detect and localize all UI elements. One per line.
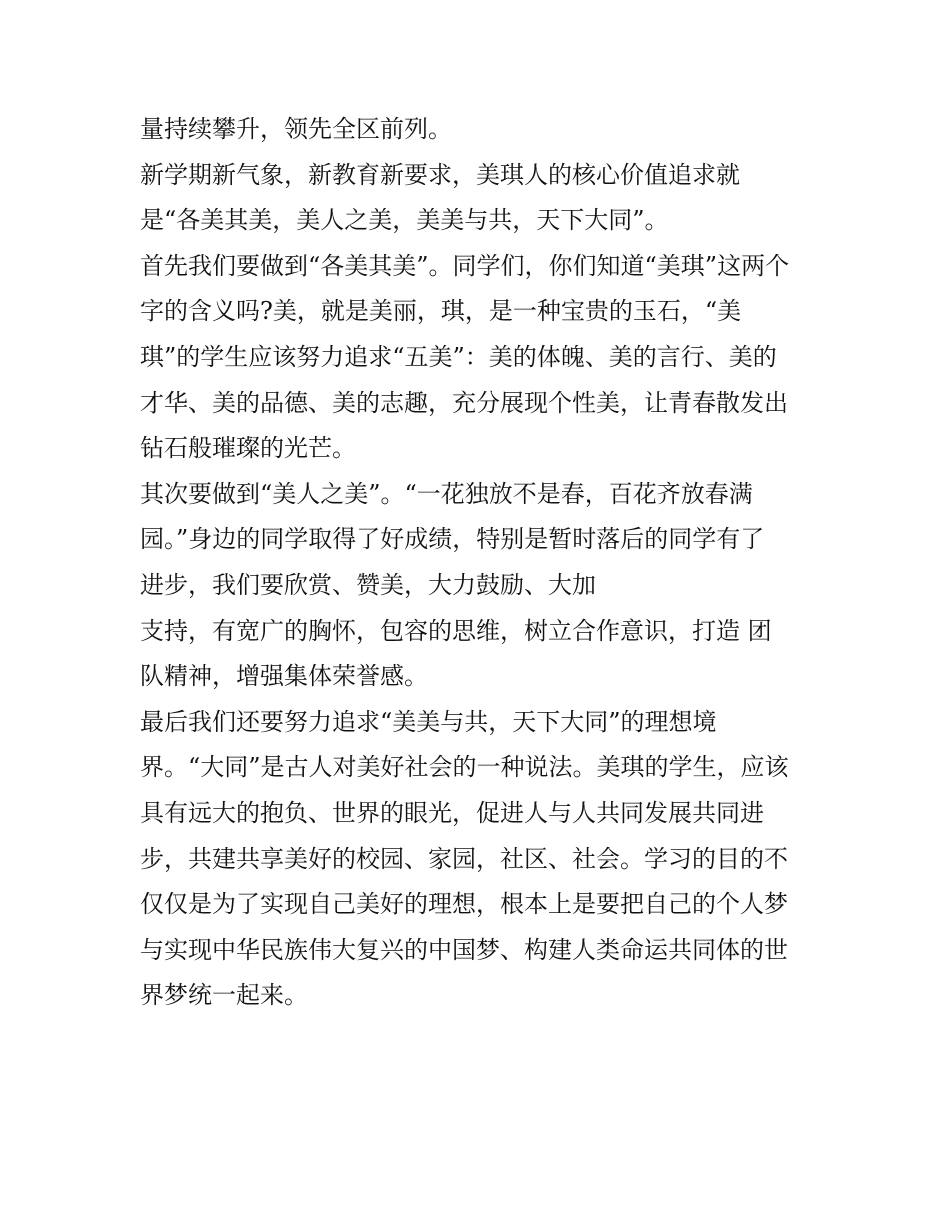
text-line: 钻石般璀璨的光芒。 [140, 434, 356, 463]
text-line: 具有远大的抱负、世界的眼光，促进人与人共同发展共同进 [140, 798, 764, 827]
text-line: 进步，我们要欣赏、赞美，大力鼓励、大加 [140, 570, 596, 599]
text-line: 字的含义吗?美，就是美丽，琪，是一种宝贵的玉石，“美 [140, 297, 742, 326]
text-line: 首先我们要做到“各美其美”。同学们，你们知道“美琪”这两个 [140, 251, 790, 280]
text-line: 其次要做到“美人之美”。“一花独放不是春，百花齐放春满 [140, 479, 753, 508]
text-line: 才华、美的品德、美的志趣，充分展现个性美，让青春散发出 [140, 388, 788, 417]
text-line: 最后我们还要努力追求“美美与共，天下大同”的理想境 [140, 707, 717, 736]
text-line: 园。”身边的同学取得了好成绩，特别是暂时落后的同学有了 [140, 525, 765, 554]
text-line: 琪”的学生应该努力追求“五美”：美的体魄、美的言行、美的 [140, 342, 777, 371]
text-line: 与实现中华民族伟大复兴的中国梦、构建人类命运共同体的世 [140, 935, 788, 964]
text-line: 是“各美其美，美人之美，美美与共，天下大同”。 [140, 206, 669, 235]
text-line: 量持续攀升，领先全区前列。 [140, 115, 452, 143]
text-line: 支持，有宽广的胸怀，包容的思维，树立合作意识，打造 团 [140, 616, 772, 645]
text-line: 新学期新气象，新教育新要求，美琪人的核心价值追求就 [140, 160, 740, 189]
text-line: 步，共建共享美好的校园、家园，社区、社会。学习的目的不 [140, 844, 788, 873]
text-line: 界梦统一起来。 [140, 981, 308, 1010]
text-line: 界。“大同”是古人对美好社会的一种说法。美琪的学生，应该 [140, 753, 789, 782]
text-line: 队精神，增强集体荣誉感。 [140, 662, 428, 691]
body-text [140, 107, 830, 1019]
text-line: 仅仅是为了实现自己美好的理想，根本上是要把自己的个人梦 [140, 890, 788, 919]
